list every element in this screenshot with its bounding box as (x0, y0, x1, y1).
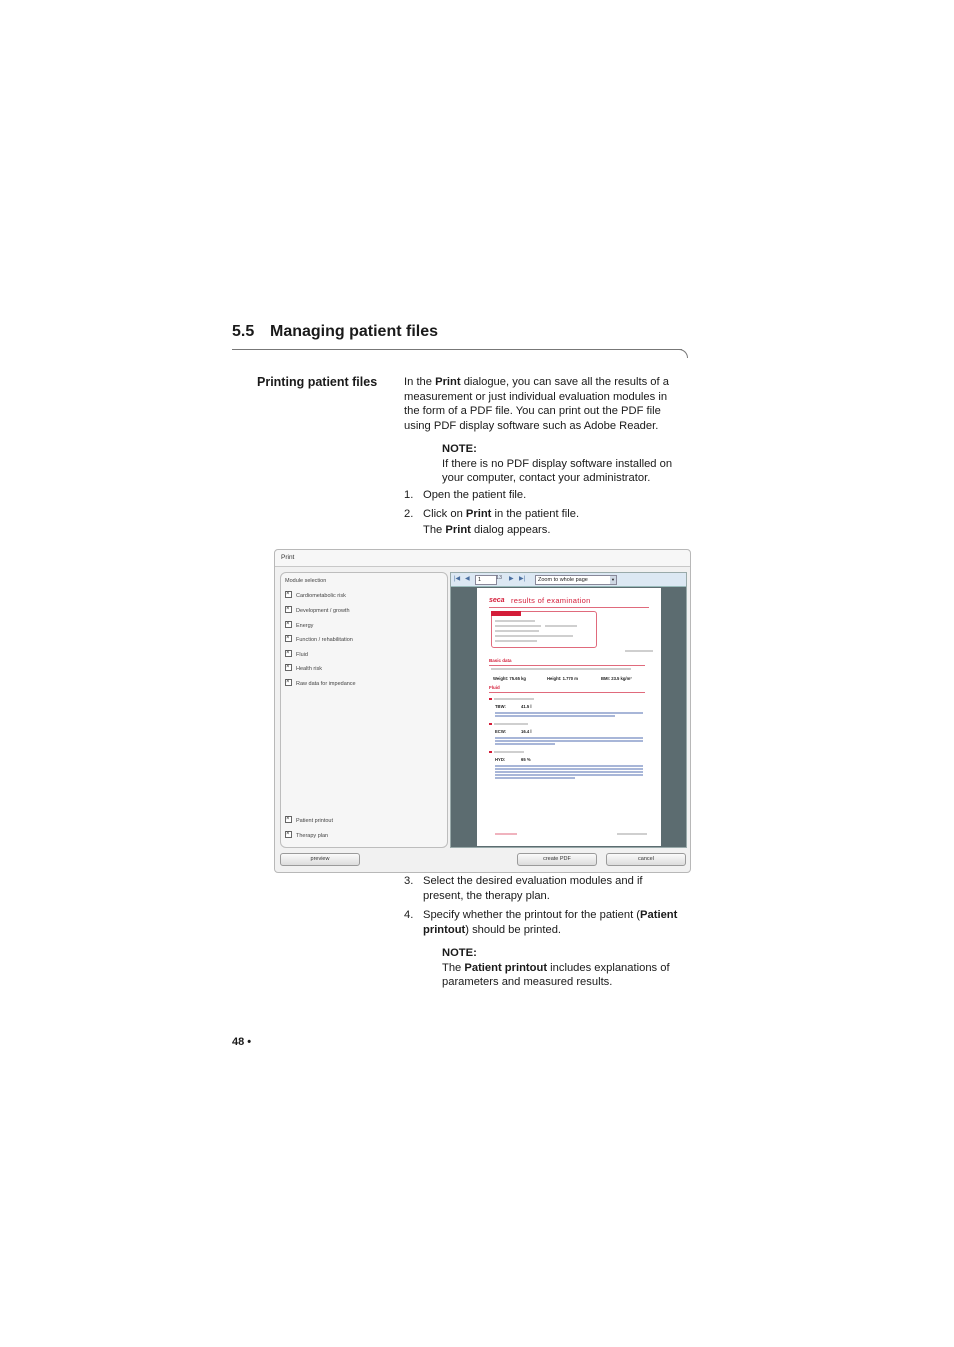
tbw-value: 41.5 l (521, 704, 532, 709)
step-number: 1. (404, 489, 414, 501)
patient-printout-checkbox[interactable] (285, 816, 333, 824)
module-label: Fluid (296, 652, 308, 658)
placeholder-text (495, 768, 643, 770)
module-selection-heading: Module selection (285, 578, 327, 584)
module-checkbox[interactable] (285, 650, 308, 658)
module-checkbox[interactable] (285, 679, 356, 687)
step-text: Click on (423, 508, 466, 520)
dialog-titlebar (275, 550, 690, 567)
intro-paragraph (404, 375, 689, 433)
zoom-value: Zoom to whole page (538, 577, 588, 583)
checkbox-icon[interactable] (285, 591, 292, 598)
ecw-value: 16.4 l (521, 729, 532, 734)
last-page-icon[interactable]: ▶| (519, 576, 526, 582)
placeholder-text (495, 777, 575, 779)
placeholder-text (495, 630, 539, 632)
placeholder-text (495, 737, 643, 739)
footer-text (495, 833, 517, 835)
step-text: Specify whether the printout for the patient ( (423, 909, 641, 921)
fluid-rule (489, 692, 645, 693)
step-1 (404, 488, 694, 503)
step-bold: Print (465, 508, 492, 520)
preview-page (477, 588, 661, 846)
fluid-heading: Fluid (489, 685, 500, 690)
placeholder-text (495, 743, 555, 745)
checkbox-icon[interactable] (285, 650, 292, 657)
intro-text: dialogue, you can save all the results of a (460, 376, 669, 388)
chevron-down-icon[interactable]: ▼ (611, 577, 615, 582)
checkbox-icon[interactable] (285, 635, 292, 642)
step-text: Open the patient file. (423, 489, 527, 501)
placeholder-text (494, 698, 534, 700)
note-bold: Patient printout (464, 961, 548, 974)
checkbox-icon[interactable] (285, 606, 292, 613)
step-text: dialog appears. (470, 524, 551, 537)
placeholder-text (495, 774, 643, 776)
preview-button[interactable]: preview (280, 853, 360, 866)
basic-data-heading: Basic data (489, 658, 512, 663)
intro-line: the form of a PDF file. You can print out the PDF file (404, 405, 661, 418)
placeholder-text (495, 620, 535, 622)
placeholder-text (494, 751, 524, 753)
seca-logo: seca (489, 597, 505, 604)
module-checkbox[interactable] (285, 635, 353, 643)
placeholder-text (495, 715, 615, 717)
note-line: If there is no PDF display software installed on (442, 457, 673, 470)
bmi-value: BMI: 23.5 kg/m² (601, 676, 632, 681)
module-label: Therapy plan (296, 833, 329, 839)
preview-toolbar (451, 573, 686, 587)
pdf-preview (450, 572, 687, 848)
tbw-label: TBW: (495, 704, 506, 709)
step-number: 3. (404, 875, 414, 887)
section-marker (489, 698, 492, 700)
section-marker (489, 751, 492, 753)
intro-line: measurement or just individual evaluation modules in (404, 390, 668, 403)
module-label: Cardiometabolic risk (296, 593, 346, 599)
ecw-label: ECW: (495, 729, 507, 734)
placeholder-text (495, 771, 643, 773)
step-text: in the patient file. (491, 508, 580, 520)
section-heading (232, 323, 438, 341)
step-bold: printout (423, 923, 466, 936)
step-4 (404, 908, 694, 937)
placeholder-text (625, 650, 653, 652)
module-label: Health risk (296, 666, 322, 672)
section-marker (489, 723, 492, 725)
prev-page-icon[interactable]: ◀ (465, 576, 470, 582)
step-2 (404, 507, 694, 538)
report-title: results of examination (511, 596, 591, 605)
module-label: Raw data for impedance (296, 681, 356, 687)
page-count: 13 (496, 575, 503, 581)
page-number-input[interactable]: 1 (475, 575, 497, 585)
checkbox-icon[interactable] (285, 831, 292, 838)
step-text: ) should be printed. (465, 923, 562, 936)
step-text: present, the therapy plan. (423, 889, 550, 902)
therapy-plan-checkbox[interactable] (285, 831, 328, 839)
step-number: 4. (404, 909, 414, 921)
section-rule (232, 349, 682, 350)
patient-info-tab (491, 611, 521, 616)
module-label: Function / rehabilitation (296, 637, 353, 643)
placeholder-text (545, 635, 573, 637)
note-block (442, 442, 690, 486)
cancel-button[interactable]: cancel (606, 853, 686, 866)
page-number: 48 • (232, 1036, 252, 1048)
module-selection-panel (280, 572, 448, 848)
note-block (442, 946, 690, 990)
next-page-icon[interactable]: ▶ (509, 576, 514, 582)
note-heading: NOTE: (442, 947, 477, 959)
module-checkbox[interactable] (285, 606, 350, 614)
checkbox-icon[interactable] (285, 679, 292, 686)
intro-bold: Print (435, 376, 461, 388)
hyd-label: HYD: (495, 757, 506, 762)
height-value: Height: 1.770 m (547, 676, 578, 681)
intro-text: In the (404, 376, 436, 388)
weight-value: Weight: 75.65 kg (493, 676, 526, 681)
placeholder-text (491, 668, 631, 670)
module-label: Energy (296, 623, 314, 629)
step-number: 2. (404, 508, 414, 520)
margin-heading: Printing patient files (257, 375, 378, 389)
step-bold: Patient (640, 909, 678, 921)
note-heading: NOTE: (442, 443, 477, 455)
placeholder-text (495, 635, 545, 637)
placeholder-text (495, 640, 537, 642)
placeholder-text (495, 712, 643, 714)
module-label: Patient printout (296, 818, 333, 824)
report-title-rule (489, 607, 649, 608)
zoom-select[interactable] (535, 575, 617, 585)
placeholder-text (494, 723, 528, 725)
section-title: Managing patient files (270, 323, 439, 340)
note-line: your computer, contact your administrator. (442, 472, 651, 485)
step-text: The (423, 524, 446, 537)
hyd-value: 65 % (521, 757, 531, 762)
print-dialog (274, 549, 691, 873)
module-checkbox[interactable] (285, 664, 322, 672)
section-number: 5.5 (232, 323, 255, 340)
placeholder-text (495, 740, 643, 742)
module-checkbox[interactable] (285, 591, 346, 599)
step-bold: Print (445, 524, 471, 537)
intro-line: using PDF display software such as Adobe Reader. (404, 419, 659, 432)
note-text: The (442, 961, 465, 974)
footer-text (617, 833, 647, 835)
first-page-icon[interactable]: |◀ (454, 576, 461, 582)
note-line: parameters and measured results. (442, 976, 613, 989)
checkbox-icon[interactable] (285, 816, 292, 823)
module-label: Development / growth (296, 608, 350, 614)
checkbox-icon[interactable] (285, 621, 292, 628)
placeholder-text (495, 765, 643, 767)
note-text: includes explanations of (547, 961, 670, 974)
basic-data-rule (489, 665, 645, 666)
placeholder-text (495, 625, 541, 627)
dialog-title: Print (281, 554, 295, 561)
step-3 (404, 874, 694, 903)
create-pdf-button[interactable]: create PDF (517, 853, 597, 866)
module-checkbox[interactable] (285, 621, 313, 629)
checkbox-icon[interactable] (285, 664, 292, 671)
step-text: Select the desired evaluation modules and if (423, 875, 643, 887)
placeholder-text (545, 625, 577, 627)
section-rule-corner (676, 349, 688, 358)
